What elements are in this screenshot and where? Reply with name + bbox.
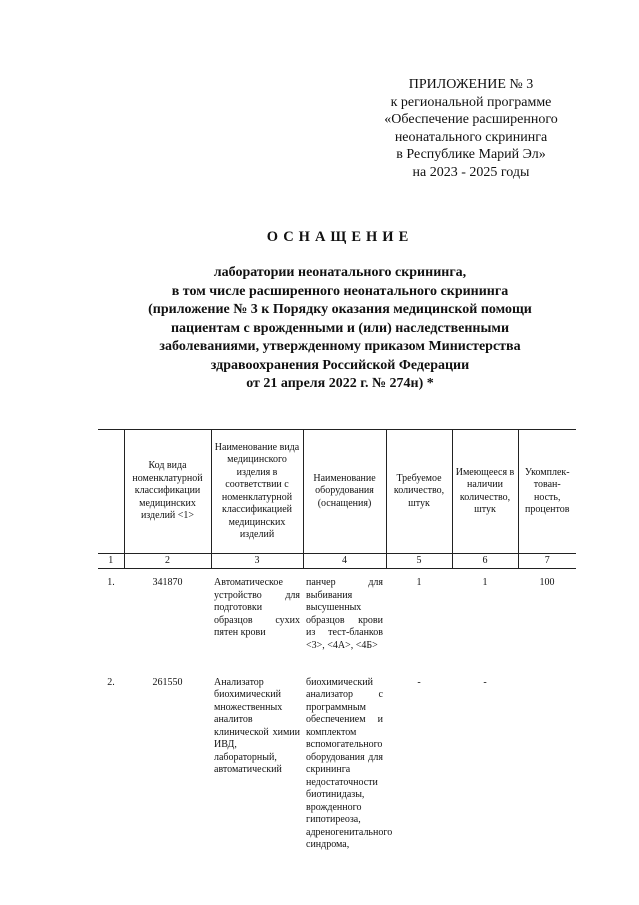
appendix-line: на 2023 - 2025 годы (412, 164, 530, 180)
column-number: 2 (124, 554, 211, 569)
row-percent: 100 (539, 577, 555, 588)
column-number: 7 (518, 554, 576, 569)
subtitle-line: от 21 апреля 2022 г. № 274н) * (246, 376, 434, 391)
row-code: 261550 (152, 676, 183, 688)
row-device-name: Автоматическое устройство для подготовки образцов сухих пятен крови (214, 577, 300, 638)
row-required: 1 (416, 577, 422, 588)
row-equipment: биохимический анализатор с программным обеспечением и комплектом вспомогательного оборудования для скрининга недостаточности биотинидазы, врожденного гипотиреоза, адреногенитального синдрома, (306, 676, 393, 850)
subtitle-line: лаборатории неонатального скрининга, (213, 265, 467, 280)
row-device-name: Анализатор биохимический множественных аналитов клинической химии ИВД, лабораторный, автоматический (214, 676, 300, 775)
subtitle-line: пациентам с врожденными и (или) наследственными (170, 320, 510, 336)
header-cell-equipment: Наименование оборудования (оснащения) (303, 430, 386, 554)
appendix-line: ПРИЛОЖЕНИЕ № 3 (408, 77, 534, 92)
header-cell-required: Требуемое количество, штук (386, 430, 452, 554)
row-code: 341870 (152, 577, 183, 588)
row-percent (518, 669, 576, 852)
row-number: 1. (107, 577, 115, 588)
appendix-line: в Республике Марий Эл» (396, 147, 546, 162)
header-cell-device-name: Наименование вида медицинского изделия в соответствии с номенклатурной классификацией медицинских изделий (211, 430, 303, 554)
table-row (98, 669, 576, 852)
row-available: 1 (482, 577, 488, 588)
column-number-row (98, 554, 576, 569)
document-subtitle (80, 264, 600, 394)
appendix-line: к региональной программе (390, 94, 552, 110)
column-number: 3 (211, 554, 303, 569)
equipment-table (98, 429, 576, 852)
column-number: 6 (452, 554, 518, 569)
subtitle-line: в том числе расширенного неонатального скрининга (171, 283, 509, 299)
column-number: 4 (303, 554, 386, 569)
document-title: ОСНАЩЕНИЕ (266, 229, 414, 245)
row-number: 2. (107, 676, 115, 688)
appendix-block (366, 76, 576, 181)
table-row (98, 569, 576, 669)
table-header-row (98, 430, 576, 554)
row-available: - (483, 676, 487, 688)
header-cell-code: Код вида номенклатурной классификации медицинских изделий <1> (124, 430, 211, 554)
column-number: 5 (386, 554, 452, 569)
subtitle-line: заболеваниями, утвержденному приказом Министерства (159, 339, 521, 354)
column-number: 1 (98, 554, 124, 569)
appendix-line: неонатального скрининга (394, 129, 548, 145)
header-cell-available: Имеющееся в наличии количество, штук (452, 430, 518, 554)
appendix-line: «Обеспечение расширенного (384, 112, 558, 127)
subtitle-line: (приложение № 3 к Порядку оказания медицинской помощи (148, 302, 532, 317)
row-required: - (417, 676, 421, 688)
subtitle-line: здравоохранения Российской Федерации (210, 357, 470, 373)
row-equipment: панчер для выбивания высушенных образцов крови из тест-бланков <3>, <4А>, <4Б> (306, 577, 383, 651)
header-cell-percent: Укомплек-тован-ность, процентов (518, 430, 576, 554)
header-cell-index (98, 430, 124, 554)
